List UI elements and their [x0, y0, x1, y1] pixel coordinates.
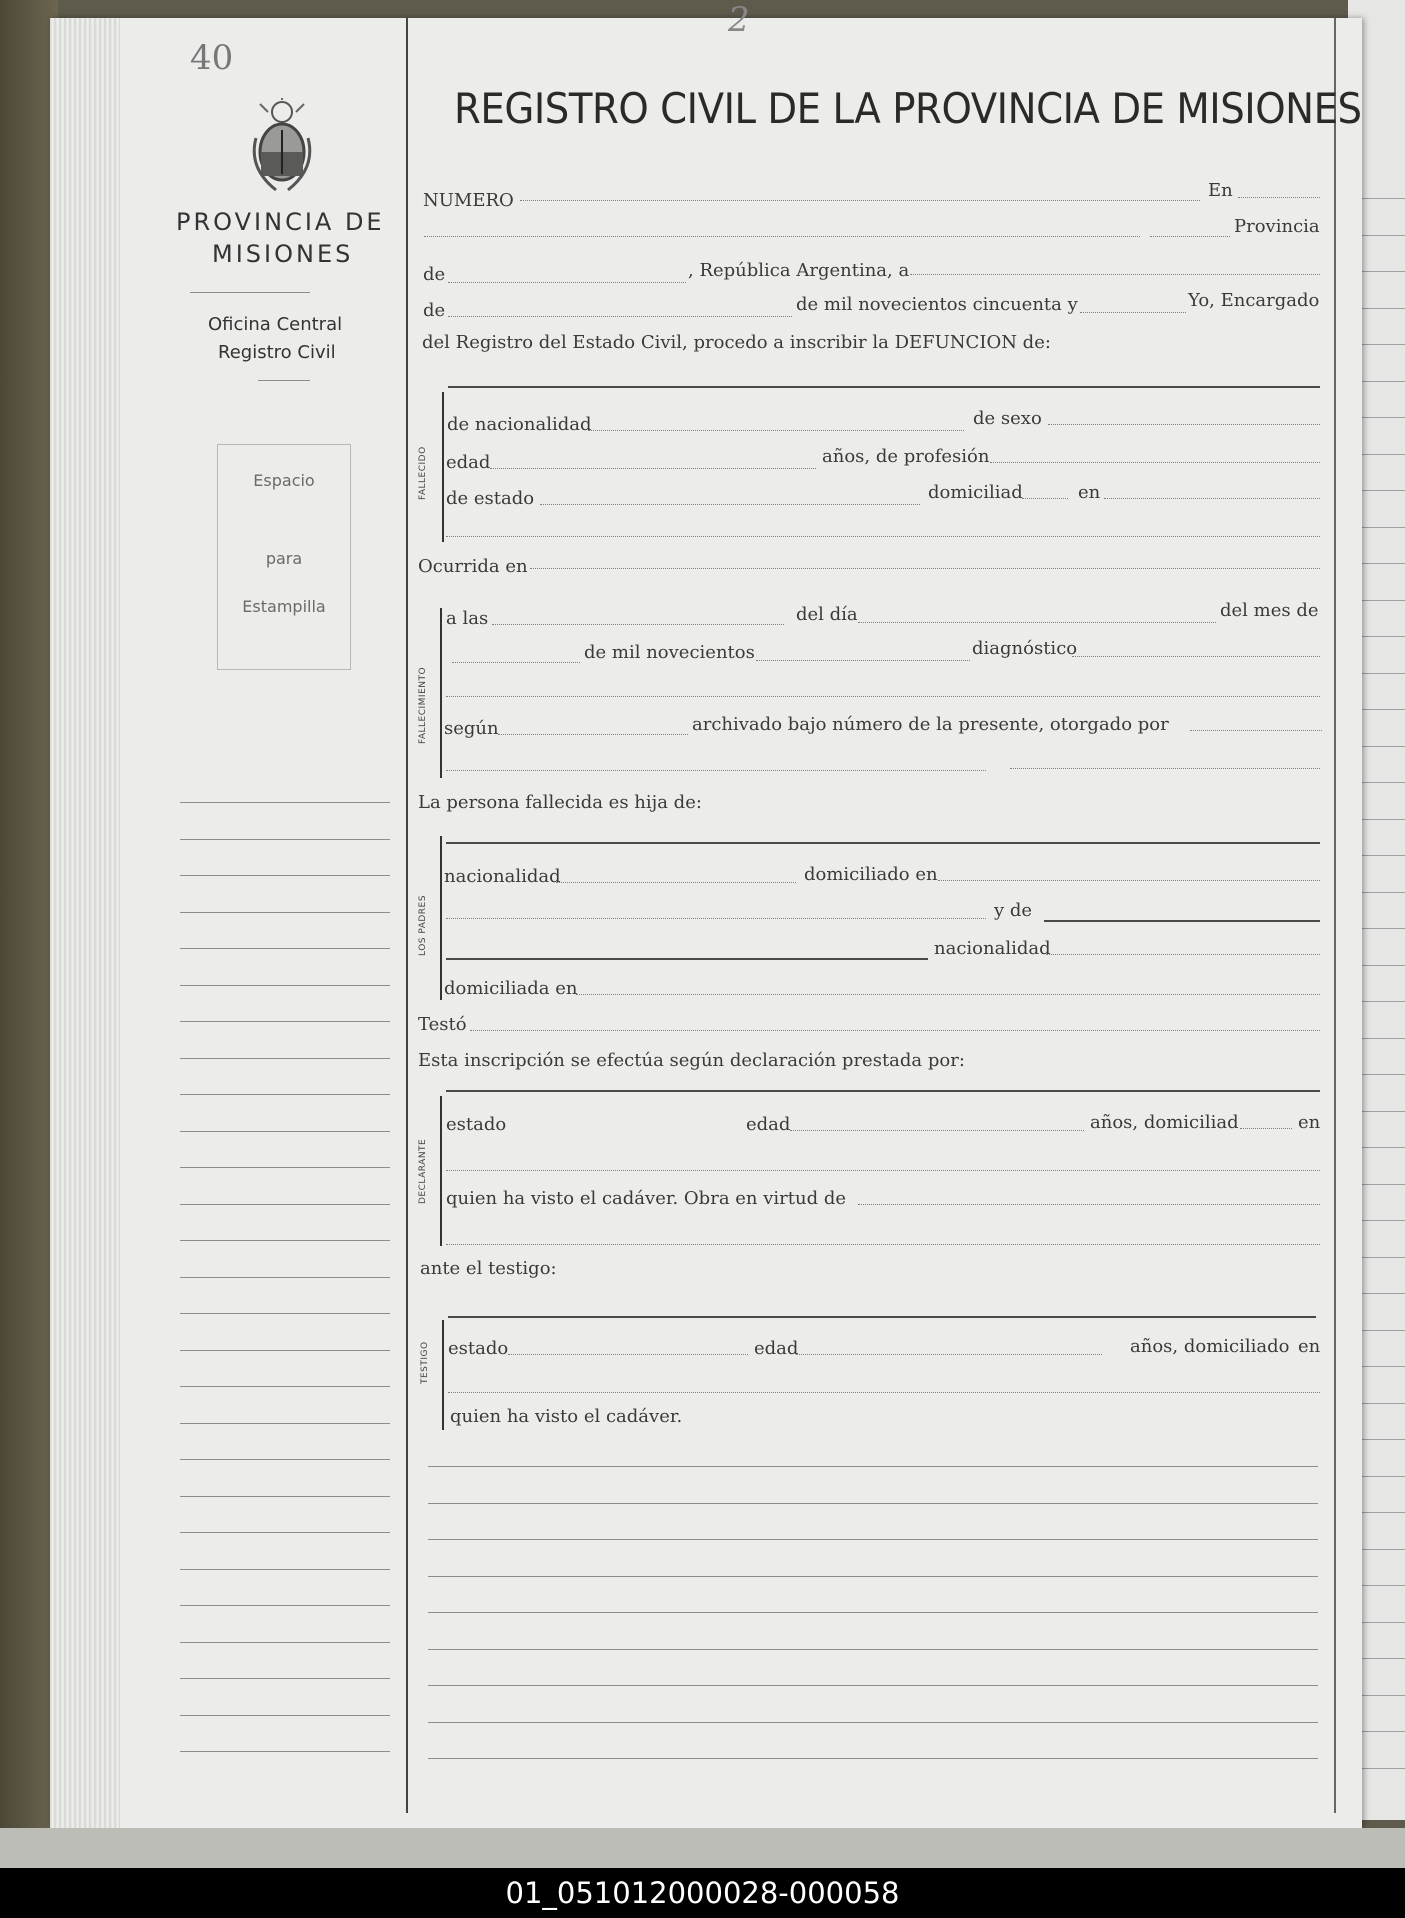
ocurrida-label: Ocurrida en [418, 556, 528, 577]
facing-page-ruled-line [1362, 892, 1405, 893]
margin-ruled-line [180, 1678, 390, 1679]
facing-page-ruled-line [1362, 1439, 1405, 1440]
blank-line [990, 462, 1320, 463]
margin-ruled-line [180, 1642, 390, 1643]
facing-page-ruled-line [1362, 1622, 1405, 1623]
margin-ruled-line [180, 1240, 390, 1241]
form-title: REGISTRO CIVIL DE LA PROVINCIA DE MISIONES [454, 84, 1362, 133]
blank-line [446, 696, 1320, 697]
margin-ruled-line [180, 802, 390, 803]
ante-testigo-label: ante el testigo: [420, 1258, 557, 1279]
side-label-declarante: DECLARANTE [418, 1138, 428, 1204]
blank-ruled-line [428, 1722, 1318, 1723]
de-label-1: de [423, 264, 446, 285]
facing-page-ruled-line [1362, 1220, 1405, 1221]
stamp-label-2: para [265, 549, 303, 568]
blank-line [1022, 498, 1068, 499]
right-margin-line [1334, 18, 1336, 1813]
facing-page-ruled-line [1362, 235, 1405, 236]
republica-label: , República Argentina, a [688, 260, 910, 281]
bracket-fallecimiento [440, 608, 442, 778]
facing-page-ruled-line [1362, 271, 1405, 272]
blank-line [446, 1170, 1320, 1171]
blank-line [452, 662, 580, 663]
margin-ruled-line [180, 985, 390, 986]
argentina-coat-of-arms-icon [246, 98, 318, 196]
facing-page-ruled-line [1362, 381, 1405, 382]
blank-line [448, 1392, 1320, 1393]
facing-page-ruled-line [1362, 1330, 1405, 1331]
divider [190, 292, 310, 293]
margin-ruled-line [180, 1058, 390, 1059]
divider [258, 380, 310, 381]
facing-page-ruled-line [1362, 198, 1405, 199]
facing-page-ruled-line [1362, 563, 1405, 564]
side-label-fallecido: FALLECIDO [418, 446, 428, 500]
margin-ruled-line [180, 1021, 390, 1022]
facing-page-ruled-line [1362, 1695, 1405, 1696]
facing-page-ruled-line [1362, 1293, 1405, 1294]
blank-line [556, 882, 796, 883]
blank-line [508, 1354, 748, 1355]
father-name-line [446, 842, 1320, 844]
blank-line [490, 468, 816, 469]
margin-ruled-line [180, 1569, 390, 1570]
bracket-fallecido [442, 392, 444, 542]
blank-line [1080, 312, 1186, 313]
blank-ruled-line [428, 1758, 1318, 1759]
blank-line [790, 1130, 1084, 1131]
facing-page-ruled-line [1362, 928, 1405, 929]
domiciliad-label: domiciliad [928, 482, 1023, 503]
margin-ruled-line [180, 839, 390, 840]
margin-ruled-line [180, 1496, 390, 1497]
margin-ruled-line [180, 1094, 390, 1095]
form-page [50, 18, 1362, 1828]
facing-page-ruled-line [1362, 1476, 1405, 1477]
blank-ruled-line [428, 1576, 1318, 1577]
margin-ruled-line [180, 1751, 390, 1752]
blank-ruled-line [428, 1466, 1318, 1467]
column-divider [406, 18, 408, 1813]
margin-ruled-line [180, 1204, 390, 1205]
margin-ruled-line [180, 912, 390, 913]
facing-page-ruled-line [1362, 1147, 1405, 1148]
sheet-number: 40 [190, 38, 234, 78]
blank-ruled-line [428, 1685, 1318, 1686]
bracket-padres [440, 836, 442, 1000]
inscribir-defuncion-text: del Registro del Estado Civil, procedo a inscribir la DEFUNCION de: [422, 332, 1051, 353]
side-label-padres: LOS PADRES [418, 895, 428, 956]
blank-line [858, 622, 1216, 623]
de-mil-novecientos-label: de mil novecientos [584, 642, 755, 663]
mother-name-line [1044, 920, 1320, 922]
facing-page-ruled-line [1362, 1001, 1405, 1002]
declarante-anos-label: años, domiciliad [1090, 1112, 1239, 1133]
blank-line [910, 274, 1320, 275]
blank-line [1104, 498, 1320, 499]
facing-page-ruled-line [1362, 855, 1405, 856]
blank-line [1190, 730, 1322, 731]
facing-page-ruled-line [1362, 819, 1405, 820]
declarante-en-label: en [1298, 1112, 1321, 1133]
blank-line [796, 1354, 1102, 1355]
diagnostico-label: diagnóstico [972, 638, 1078, 659]
provincia-label: Provincia [1234, 216, 1320, 237]
facing-page-ruled-line [1362, 636, 1405, 637]
office-line-1: Oficina Central [208, 314, 343, 335]
blank-line [1072, 656, 1320, 657]
estado-label: de estado [446, 488, 535, 509]
blank-line [498, 734, 688, 735]
margin-ruled-line [180, 875, 390, 876]
blank-line [1150, 236, 1230, 237]
blank-line [756, 660, 970, 661]
facing-page-ruled-line [1362, 1585, 1405, 1586]
facing-page-ruled-line [1362, 308, 1405, 309]
margin-ruled-line [180, 1131, 390, 1132]
blank-ruled-line [428, 1539, 1318, 1540]
province-line-2: MISIONES [212, 240, 354, 268]
blank-line [448, 282, 686, 283]
facing-page-ruled-line [1362, 344, 1405, 345]
archivado-label: archivado bajo número de la presente, otorgado por [692, 714, 1169, 735]
mother-name-line-2 [446, 958, 928, 960]
facing-page-ruled-line [1362, 782, 1405, 783]
blank-line [588, 430, 964, 431]
facing-page-ruled-line [1362, 1768, 1405, 1769]
top-handwritten-mark: 2 [728, 0, 750, 40]
margin-ruled-line [180, 1277, 390, 1278]
blank-line [446, 770, 986, 771]
office-line-2: Registro Civil [218, 342, 336, 363]
stamp-space [217, 444, 351, 670]
hija-de-label: La persona fallecida es hija de: [418, 792, 702, 813]
blank-ruled-line [428, 1503, 1318, 1504]
stacked-page-edges [50, 18, 120, 1828]
blank-line [1010, 768, 1320, 769]
facing-page-ruled-line [1362, 1549, 1405, 1550]
facing-page-ruled-line [1362, 1111, 1405, 1112]
testigo-cadaver-text: quien ha visto el cadáver. [450, 1406, 683, 1427]
blank-line [858, 1204, 1320, 1205]
blank-line [576, 994, 1320, 995]
bottom-page-edge [0, 1828, 1405, 1868]
margin-ruled-line [180, 1423, 390, 1424]
en-label: En [1208, 180, 1233, 201]
blank-line [938, 880, 1320, 881]
blank-line [470, 1030, 1320, 1031]
blank-line [446, 1244, 1320, 1245]
image-caption: 01_051012000028-000058 [0, 1868, 1405, 1918]
blank-ruled-line [428, 1612, 1318, 1613]
blank-line [492, 624, 784, 625]
blank-line [1048, 424, 1320, 425]
blank-line [424, 236, 1140, 237]
inscripcion-text: Esta inscripción se efectúa según declaración prestada por: [418, 1050, 965, 1071]
deceased-name-line [448, 386, 1320, 388]
declarant-name-line [446, 1090, 1320, 1092]
margin-ruled-line [180, 1715, 390, 1716]
witness-name-line [448, 1316, 1316, 1318]
facing-page-ruled-line [1362, 1403, 1405, 1404]
de-label-2: de [423, 300, 446, 321]
facing-page-ruled-line [1362, 965, 1405, 966]
domiciliada-en-label: domiciliada en [444, 978, 578, 999]
facing-page-ruled-line [1362, 490, 1405, 491]
blank-line [1240, 1128, 1292, 1129]
declarante-edad-label: edad [746, 1114, 791, 1135]
en-line [1238, 197, 1320, 198]
padres-nacionalidad-2-label: nacionalidad [934, 938, 1051, 959]
del-dia-label: del día [796, 604, 858, 625]
testigo-en-label: en [1298, 1336, 1321, 1357]
domiciliado-en-label: domiciliado en [804, 864, 938, 885]
facing-page-ruled-line [1362, 1257, 1405, 1258]
facing-page-ruled-line [1362, 1184, 1405, 1185]
blank-line [448, 316, 792, 317]
blank-line [1046, 954, 1320, 955]
margin-ruled-line [180, 1313, 390, 1314]
side-label-fallecimiento: FALLECIMIENTO [418, 666, 428, 744]
del-mes-label: del mes de [1220, 600, 1319, 621]
mil-cincuenta-label: de mil novecientos cincuenta y [796, 294, 1078, 315]
testo-label: Testó [418, 1014, 467, 1035]
facing-page-ruled-line [1362, 600, 1405, 601]
declarante-estado-label: estado [446, 1114, 507, 1135]
testigo-estado-label: estado [448, 1338, 509, 1359]
margin-ruled-line [180, 1459, 390, 1460]
en-label-2: en [1078, 482, 1101, 503]
numero-line [520, 200, 1200, 201]
facing-page-ruled-line [1362, 1658, 1405, 1659]
padres-nacionalidad-label: nacionalidad [444, 866, 561, 887]
margin-ruled-line [180, 948, 390, 949]
blank-line [446, 918, 986, 919]
sexo-label: de sexo [973, 408, 1042, 429]
province-line-1: PROVINCIA DE [176, 208, 385, 236]
facing-page-ruled-line [1362, 1731, 1405, 1732]
margin-ruled-line [180, 1167, 390, 1168]
blank-line [446, 536, 1320, 537]
declarante-cadaver-text: quien ha visto el cadáver. Obra en virtud de [446, 1188, 847, 1209]
blank-line [540, 504, 920, 505]
testigo-anos-label: años, domiciliado [1130, 1336, 1290, 1357]
margin-ruled-line [180, 1386, 390, 1387]
bracket-testigo [442, 1320, 444, 1430]
facing-page-ruled-line [1362, 417, 1405, 418]
facing-page-ruled-line [1362, 1038, 1405, 1039]
margin-ruled-line [180, 1605, 390, 1606]
side-label-testigo: TESTIGO [420, 1341, 430, 1384]
facing-page-ruled-line [1362, 746, 1405, 747]
margin-ruled-line [180, 1350, 390, 1351]
numero-label: NUMERO [423, 190, 514, 211]
edad-label: edad [446, 452, 491, 473]
stamp-label-3: Estampilla [242, 597, 326, 616]
facing-page-ruled-line [1362, 1512, 1405, 1513]
nacionalidad-label: de nacionalidad [447, 414, 592, 435]
testigo-edad-label: edad [754, 1338, 799, 1359]
margin-ruled-line [180, 1532, 390, 1533]
facing-page-ruled-line [1362, 527, 1405, 528]
facing-page-ruled-line [1362, 1366, 1405, 1367]
facing-page-ruled-line [1362, 709, 1405, 710]
facing-page-ruled-line [1362, 454, 1405, 455]
a-las-label: a las [446, 608, 489, 629]
facing-page-ruled-line [1362, 673, 1405, 674]
blank-ruled-line [428, 1649, 1318, 1650]
bracket-declarante [440, 1096, 442, 1246]
segun-label: según [444, 718, 499, 739]
blank-line [530, 568, 1320, 569]
stamp-label-1: Espacio [253, 471, 315, 490]
facing-page-ruled-line [1362, 1074, 1405, 1075]
yo-encargado-label: Yo, Encargado [1188, 290, 1320, 311]
y-de-label: y de [994, 900, 1033, 921]
anos-profesion-label: años, de profesión [822, 446, 990, 467]
